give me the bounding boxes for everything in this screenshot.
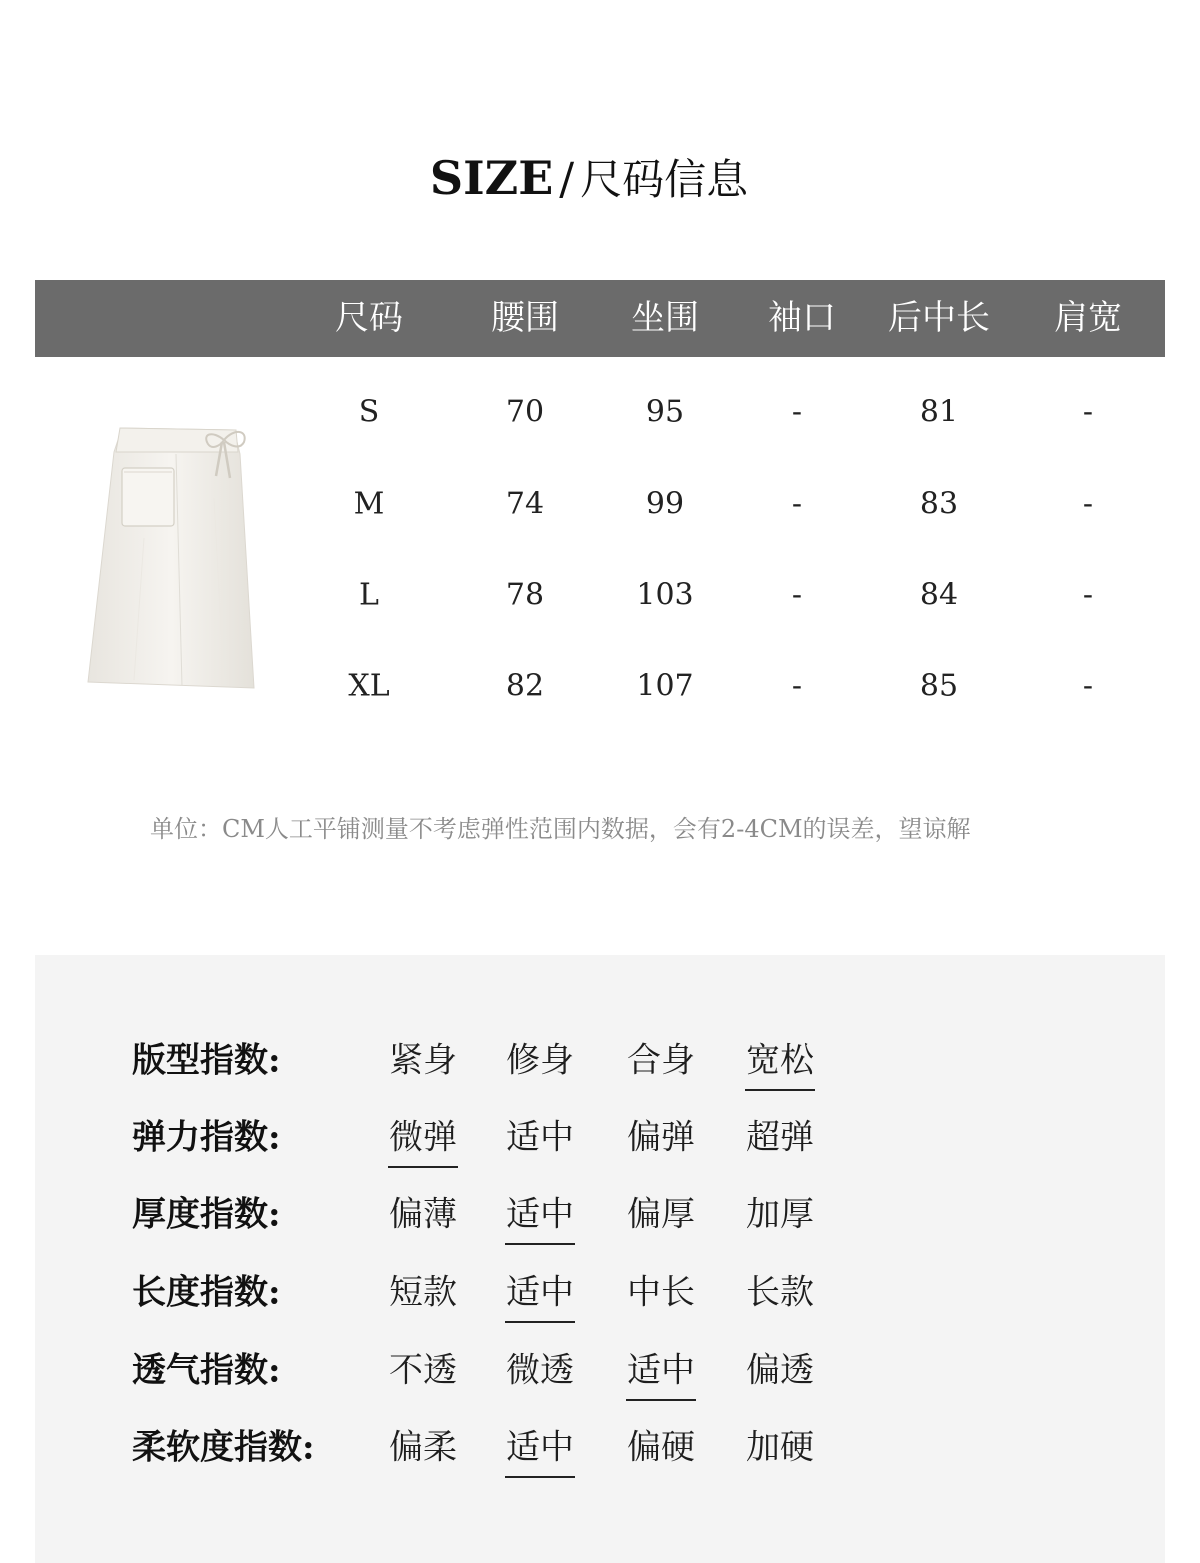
index-option: 偏薄 [389,1194,457,1235]
header-cuff: 袖口 [768,298,836,338]
cell-size: S [358,394,380,430]
index-option: 超弹 [746,1117,814,1158]
index-option: 微透 [506,1350,574,1391]
index-option: 加硬 [746,1427,814,1468]
cell-size: M [353,486,385,522]
index-label-breathability: 透气指数: [132,1350,281,1391]
index-option: 偏硬 [627,1427,695,1468]
index-option-selected: 适中 [506,1427,574,1468]
index-option: 短款 [389,1272,457,1313]
index-label-thickness: 厚度指数: [132,1194,281,1235]
cell-size: L [359,577,379,613]
measurement-note: 单位：CM人工平铺测量不考虑弹性范围内数据，会有2-4CM的误差，望谅解 [150,815,971,843]
index-option: 不透 [389,1350,457,1391]
cell-waist: 78 [505,577,545,613]
cell-hip: 95 [645,394,685,430]
index-option-selected: 微弹 [389,1117,457,1158]
header-hip: 坐围 [631,298,699,338]
index-option: 适中 [506,1117,574,1158]
page-title [0,148,1178,210]
index-option: 偏柔 [389,1427,457,1468]
cell-cuff: - [791,577,803,613]
index-option: 修身 [506,1040,574,1081]
index-option: 加厚 [746,1194,814,1235]
header-size: 尺码 [335,298,403,338]
header-shoulder: 肩宽 [1054,298,1122,338]
cell-cuff: - [791,394,803,430]
selected-underline [626,1399,696,1401]
index-option: 紧身 [389,1040,457,1081]
index-option: 中长 [627,1272,695,1313]
index-option: 偏厚 [627,1194,695,1235]
cell-cuff: - [791,486,803,522]
header-back-length: 后中长 [888,298,990,338]
cell-hip: 99 [645,486,685,522]
cell-waist: 82 [505,668,545,704]
cell-cuff: - [791,668,803,704]
size-table-header [35,280,1165,357]
index-option-selected: 适中 [627,1350,695,1391]
cell-waist: 74 [505,486,545,522]
index-label-softness: 柔软度指数: [132,1427,315,1468]
index-option: 偏弹 [627,1117,695,1158]
selected-underline [505,1476,575,1478]
index-label-fit: 版型指数: [132,1040,281,1081]
cell-back-length: 83 [919,486,959,522]
cell-shoulder: - [1082,394,1094,430]
index-option-selected: 适中 [506,1272,574,1313]
cell-hip: 103 [636,577,694,613]
skirt-product-image [84,418,264,690]
cell-back-length: 85 [919,668,959,704]
selected-underline [745,1089,815,1091]
cell-back-length: 81 [919,394,959,430]
cell-hip: 107 [636,668,694,704]
index-option: 长款 [746,1272,814,1313]
index-label-elasticity: 弹力指数: [132,1117,281,1158]
index-option: 合身 [627,1040,695,1081]
title-en: SIZE [429,151,554,205]
cell-shoulder: - [1082,486,1094,522]
cell-size: XL [348,668,390,704]
selected-underline [505,1243,575,1245]
index-label-length: 长度指数: [132,1272,281,1313]
index-option: 偏透 [746,1350,814,1391]
index-option-selected: 宽松 [746,1040,814,1081]
index-option-selected: 适中 [506,1194,574,1235]
cell-shoulder: - [1082,577,1094,613]
cell-back-length: 84 [919,577,959,613]
selected-underline [505,1321,575,1323]
title-zh: 尺码信息 [580,155,749,204]
cell-shoulder: - [1082,668,1094,704]
selected-underline [388,1166,458,1168]
cell-waist: 70 [505,394,545,430]
title-slash: / [559,154,575,205]
header-waist: 腰围 [491,298,559,338]
